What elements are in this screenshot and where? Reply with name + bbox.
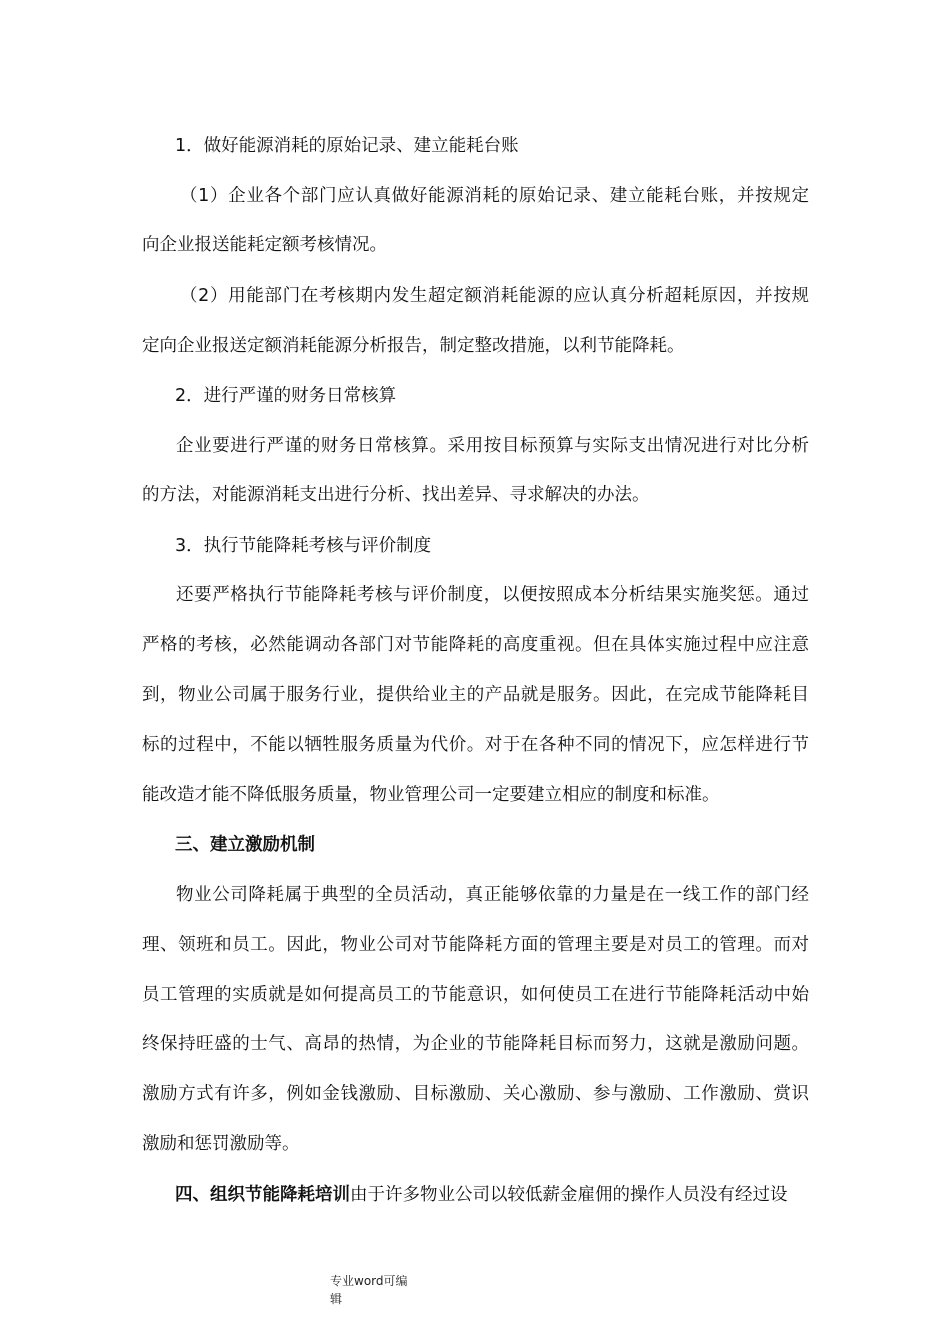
paragraph-line: 员工管理的实质就是如何提高员工的节能意识，如何使员工在进行节能降耗活动中始 (142, 985, 809, 1005)
paragraph-line: 终保持旺盛的士气、高昂的热情，为企业的节能降耗目标而努力，这就是激励问题。 (142, 1034, 809, 1054)
paragraph-line: 理、领班和员工。因此，物业公司对节能降耗方面的管理主要是对员工的管理。而对 (142, 935, 809, 955)
section-heading-4: 四、组织节能降耗培训 (175, 1185, 350, 1205)
paragraph-line: 还要严格执行节能降耗考核与评价制度，以便按照成本分析结果实施奖惩。通过 (176, 585, 809, 605)
paragraph-text: 由于许多物业公司以较低薪金雇佣的操作人员没有经过设 (350, 1185, 788, 1205)
paragraph-line: 企业要进行严谨的财务日常核算。采用按目标预算与实际支出情况进行对比分析 (176, 436, 809, 456)
paragraph-line: 激励方式有许多，例如金钱激励、目标激励、关心激励、参与激励、工作激励、赏识 (142, 1084, 809, 1104)
heading-3: 3．执行节能降耗考核与评价制度 (175, 536, 432, 556)
paragraph-line: 物业公司降耗属于典型的全员活动，真正能够依靠的力量是在一线工作的部门经 (176, 885, 809, 905)
paragraph-line: 能改造才能不降低服务质量，物业管理公司一定要建立相应的制度和标准。 (142, 785, 720, 805)
heading-1: 1．做好能源消耗的原始记录、建立能耗台账 (175, 136, 519, 156)
paragraph-line: （1）企业各个部门应认真做好能源消耗的原始记录、建立能耗台账，并按规定 (180, 186, 809, 206)
footer-line-1: 专业word可编 (330, 1274, 408, 1288)
paragraph-line: 到，物业公司属于服务行业，提供给业主的产品就是服务。因此，在完成节能降耗目 (142, 685, 809, 705)
section-heading-4-line (175, 1183, 788, 1207)
footer-line-2: 辑 (330, 1292, 343, 1306)
paragraph-line: （2）用能部门在考核期内发生超定额消耗能源的应认真分析超耗原因，并按规 (180, 286, 809, 306)
paragraph-line: 激励和惩罚激励等。 (142, 1134, 300, 1154)
paragraph-line: 的方法，对能源消耗支出进行分析、找出差异、寻求解决的办法。 (142, 485, 650, 505)
section-heading-3: 三、建立激励机制 (175, 835, 315, 855)
heading-2: 2．进行严谨的财务日常核算 (175, 386, 397, 406)
paragraph-line: 严格的考核，必然能调动各部门对节能降耗的高度重视。但在具体实施过程中应注意 (142, 635, 809, 655)
paragraph-line: 向企业报送能耗定额考核情况。 (142, 235, 387, 255)
paragraph-line: 定向企业报送定额消耗能源分析报告，制定整改措施，以利节能降耗。 (142, 336, 685, 356)
paragraph-line: 标的过程中，不能以牺牲服务质量为代价。对于在各种不同的情况下，应怎样进行节 (142, 735, 809, 755)
